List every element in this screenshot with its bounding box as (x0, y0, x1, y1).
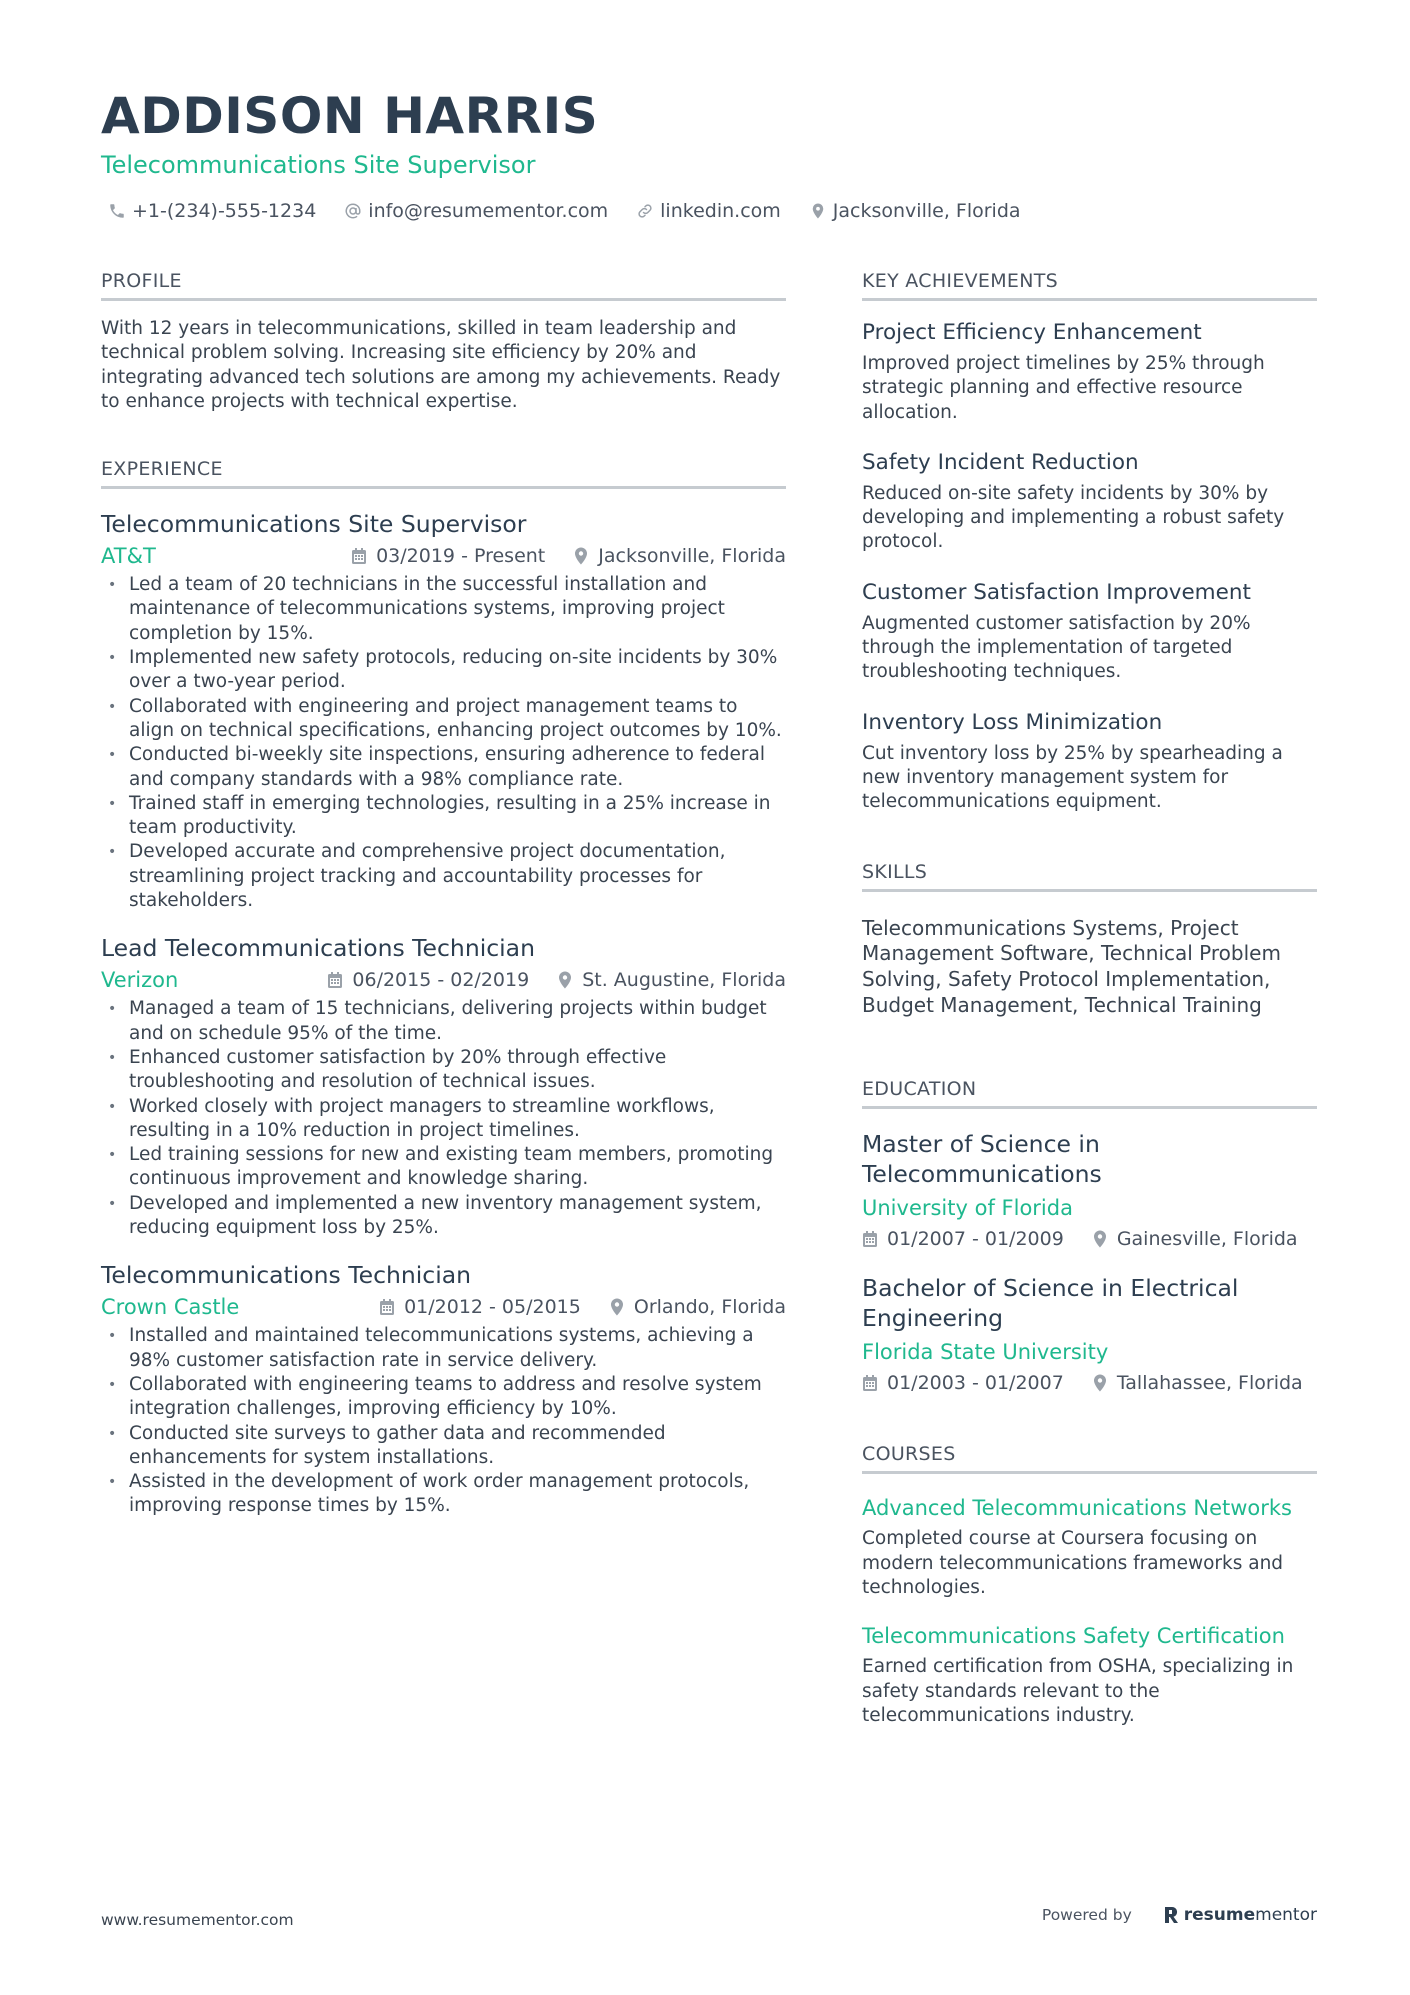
education-dates: 01/2007 - 01/2009 (887, 1228, 1064, 1251)
map-pin-icon (609, 1298, 625, 1316)
education-dates-group (862, 1225, 1064, 1253)
education-heading: EDUCATION (862, 1076, 1317, 1109)
achievements-section (862, 268, 1317, 815)
education-location-group (1092, 1369, 1303, 1397)
job-location: St. Augustine, Florida (582, 969, 786, 992)
job-bullet: • Conducted site surveys to gather data and recommended enhancements for system installations. (101, 1422, 786, 1471)
contact-location (809, 197, 1021, 225)
courses-heading: COURSES (862, 1441, 1317, 1474)
course-title: Advanced Telecommunications Networks (862, 1496, 1292, 1521)
contact-bar (108, 197, 1049, 225)
phone-icon (108, 202, 126, 220)
achievement-item (862, 319, 1317, 425)
map-pin-icon (809, 202, 827, 220)
course-item (862, 1494, 1317, 1600)
achievement-desc: Augmented customer satisfaction by 20% through the implementation of targeted troubleshooting techniques. (862, 612, 1251, 683)
job-bullet: • Developed accurate and comprehensive project documentation, streamlining project tracking and accountability processes for stakeholders. (101, 840, 786, 913)
job-entry (101, 933, 786, 1240)
job-location: Jacksonville, Florida (598, 545, 786, 568)
education-list (862, 1129, 1317, 1397)
course-list (862, 1494, 1317, 1728)
brand-logo[interactable] (1162, 1905, 1317, 1925)
job-bullet: • Developed and implemented a new inventory management system, reducing equipment loss by 25%. (101, 1192, 786, 1241)
phone-text: +1-(234)-555-1234 (132, 200, 317, 222)
achievement-title: Safety Incident Reduction (862, 449, 1139, 475)
education-location: Gainesville, Florida (1116, 1228, 1298, 1251)
job-dates: 03/2019 - Present (376, 545, 546, 568)
achievement-desc: Reduced on-site safety incidents by 30% by developing and implementing a robust safety protocol. (862, 482, 1285, 553)
education-location-group (1092, 1225, 1298, 1253)
job-dates-group (327, 969, 529, 991)
job-bullet: • Worked closely with project managers to streamline workflows, resulting in a 10% reduction in project timelines. (101, 1095, 786, 1144)
degree-title: Master of Science in Telecommunications (862, 1130, 1102, 1189)
profile-text: With 12 years in telecommunications, skilled in team leadership and technical problem solving. Increasing site efficiency by 20% and integrating advanced tech solutions are among my achievements. Ready to enhance projects with technical expertise. (101, 318, 781, 412)
company-name: Crown Castle (101, 1295, 240, 1320)
link-icon (636, 202, 654, 220)
linkedin-text: linkedin.com (660, 200, 781, 222)
job-meta-right (379, 1296, 786, 1318)
map-pin-icon (557, 971, 573, 989)
school-name: Florida State University (862, 1340, 1109, 1365)
job-bullet: • Implemented new safety protocols, reducing on-site incidents by 30% over a two-year period. (101, 646, 786, 695)
job-bullet: • Led training sessions for new and existing team members, promoting continuous improvement and knowledge sharing. (101, 1143, 786, 1192)
calendar-icon (327, 971, 343, 989)
job-meta-right (351, 545, 786, 567)
job-bullets (101, 997, 786, 1240)
experience-section (101, 456, 786, 1519)
education-meta (862, 1369, 1317, 1397)
calendar-icon (862, 1230, 878, 1248)
email-text: info@resumementor.com (368, 200, 609, 222)
job-dates: 01/2012 - 05/2015 (404, 1296, 581, 1319)
education-location: Tallahassee, Florida (1116, 1372, 1303, 1395)
achievement-item (862, 449, 1317, 555)
job-meta (101, 541, 786, 571)
map-pin-icon (1092, 1230, 1108, 1248)
job-bullets (101, 573, 786, 913)
education-item (862, 1273, 1317, 1397)
courses-section (862, 1441, 1317, 1728)
company-name: AT&T (101, 544, 156, 569)
location-text: Jacksonville, Florida (832, 200, 1021, 222)
achievement-item (862, 579, 1317, 685)
job-bullets (101, 1324, 786, 1518)
job-meta (101, 965, 786, 995)
achievement-list (862, 319, 1317, 815)
resumementor-logo-icon (1162, 1905, 1180, 1925)
job-meta-right (327, 969, 786, 991)
course-desc: Completed course at Coursera focusing on modern telecommunications frameworks and technologies. (862, 1528, 1284, 1598)
calendar-icon (351, 547, 367, 565)
footer-branding (1042, 1905, 1317, 1925)
calendar-icon (379, 1298, 395, 1316)
job-list (101, 509, 786, 1519)
company-name: Verizon (101, 968, 179, 993)
degree-title: Bachelor of Science in Electrical Engineering (862, 1274, 1239, 1333)
job-location-group (609, 1296, 786, 1318)
job-location: Orlando, Florida (633, 1296, 786, 1319)
job-bullet: • Enhanced customer satisfaction by 20% through effective troubleshooting and resolution of technical issues. (101, 1046, 786, 1095)
achievements-heading: KEY ACHIEVEMENTS (862, 268, 1317, 301)
contact-phone (108, 197, 316, 225)
left-column (101, 268, 786, 1519)
job-entry (101, 1260, 786, 1518)
achievement-title: Customer Satisfaction Improvement (862, 579, 1251, 605)
footer-website[interactable]: www.resumementor.com (101, 1911, 294, 1929)
job-location-group (573, 545, 786, 567)
contact-linkedin (636, 197, 781, 225)
job-title: Telecommunications Site Supervisor (101, 510, 527, 539)
job-bullet: • Installed and maintained telecommunications systems, achieving a 98% customer satisfaction rate in service delivery. (101, 1324, 786, 1373)
job-dates: 06/2015 - 02/2019 (352, 969, 530, 992)
course-title: Telecommunications Safety Certification (862, 1624, 1285, 1649)
contact-email (344, 197, 608, 225)
map-pin-icon (1092, 1374, 1108, 1392)
achievement-title: Project Efficiency Enhancement (862, 320, 1202, 345)
job-title: Lead Telecommunications Technician (101, 934, 535, 963)
brand-name-mentor: mentor (1255, 1905, 1317, 1925)
skills-heading: SKILLS (862, 859, 1317, 892)
at-icon (344, 202, 362, 220)
achievement-desc: Cut inventory loss by 25% by spearheading a new inventory management system for telecommunications equipment. (862, 742, 1283, 813)
job-bullet: • Assisted in the development of work order management protocols, improving response times by 15%. (101, 1470, 786, 1519)
right-column (862, 268, 1317, 1728)
job-location-group (557, 969, 786, 991)
candidate-title: Telecommunications Site Supervisor (101, 151, 536, 179)
calendar-icon (862, 1374, 878, 1392)
job-bullet: • Managed a team of 15 technicians, delivering projects within budget and on schedule 95% of the time. (101, 997, 786, 1046)
job-entry (101, 509, 786, 913)
course-item (862, 1622, 1317, 1728)
education-section (862, 1076, 1317, 1397)
job-bullet: • Collaborated with engineering teams to address and resolve system integration challenges, improving efficiency by 10%. (101, 1373, 786, 1422)
map-pin-icon (573, 547, 589, 565)
achievement-item (862, 709, 1317, 815)
job-meta (101, 1292, 786, 1322)
education-dates: 01/2003 - 01/2007 (887, 1372, 1064, 1395)
job-bullet: • Led a team of 20 technicians in the successful installation and maintenance of telecommunications systems, improving project completion by 15%. (101, 573, 786, 646)
skills-section (862, 859, 1317, 1019)
job-dates-group (379, 1296, 581, 1318)
job-bullet: • Trained staff in emerging technologies, resulting in a 25% increase in team productivity. (101, 792, 786, 841)
achievement-desc: Improved project timelines by 25% through strategic planning and effective resource allocation. (862, 353, 1265, 423)
school-name: University of Florida (862, 1196, 1073, 1221)
education-meta (862, 1225, 1317, 1253)
brand-name-resume: resume (1183, 1905, 1256, 1925)
profile-heading: PROFILE (101, 268, 786, 301)
powered-by-label: Powered by (1041, 1906, 1132, 1924)
candidate-name: ADDISON HARRIS (101, 87, 599, 145)
job-dates-group (351, 545, 545, 567)
profile-section (101, 268, 786, 414)
achievement-title: Inventory Loss Minimization (862, 709, 1163, 735)
job-title: Telecommunications Technician (101, 1261, 472, 1290)
education-item (862, 1129, 1317, 1253)
course-desc: Earned certification from OSHA, specializing in safety standards relevant to the telecommunications industry. (862, 1656, 1294, 1726)
skills-text: Telecommunications Systems, Project Management Software, Technical Problem Solving, Safety Protocol Implementation, Budget Management, Technical Training (862, 915, 1281, 1017)
experience-heading: EXPERIENCE (101, 456, 786, 489)
job-bullet: • Collaborated with engineering and project management teams to align on technical specifications, enhancing project outcomes by 10%. (101, 695, 786, 744)
education-dates-group (862, 1369, 1064, 1397)
job-bullet: • Conducted bi-weekly site inspections, ensuring adherence to federal and company standards with a 98% compliance rate. (101, 743, 786, 792)
